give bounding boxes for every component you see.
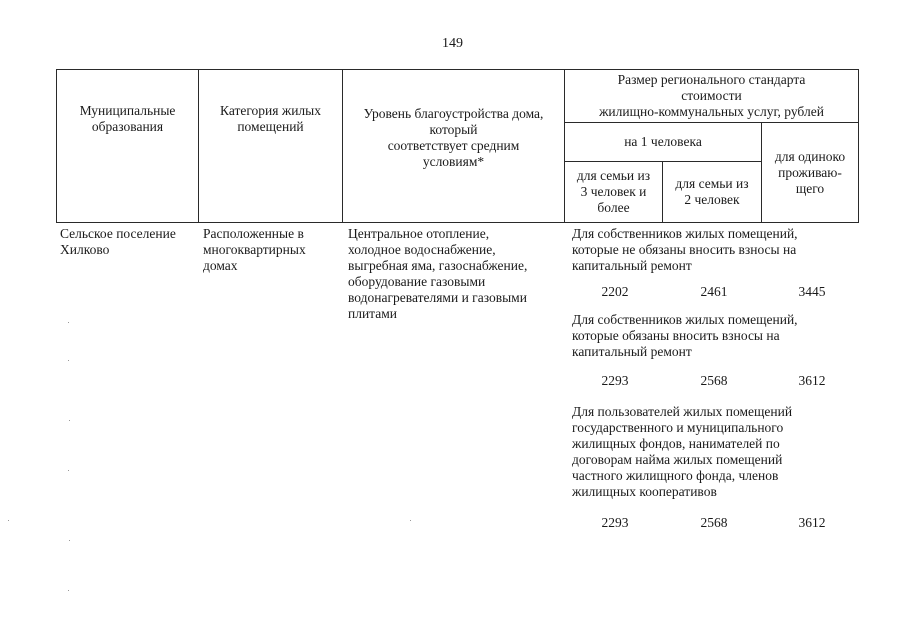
scan-speck bbox=[69, 420, 70, 421]
header-category: Категория жилых помещений bbox=[220, 103, 321, 134]
row-comfort-level: Центральное отопление, холодное водоснабжение, выгребная яма, газоснабжение, оборудование газовыми водонагревателями и газовыми плитами bbox=[348, 226, 528, 321]
page-number: 149 bbox=[442, 36, 463, 51]
value-family-3: 2202 bbox=[601, 284, 629, 299]
header-family-2: для семьи из 2 человек bbox=[675, 176, 749, 207]
header-comfort-level: Уровень благоустройства дома, который соответствует средним условиям* bbox=[363, 106, 544, 169]
scan-speck bbox=[410, 520, 411, 521]
row-municipality: Сельское поселение Хилково bbox=[60, 226, 176, 257]
value-single: 3612 bbox=[798, 515, 826, 530]
header-regional-standard: Размер регионального стандарта стоимости жилищно-коммунальных услуг, рублей bbox=[599, 72, 824, 119]
value-single: 3445 bbox=[798, 284, 826, 299]
value-family-3: 2293 bbox=[601, 515, 629, 530]
scan-speck bbox=[69, 540, 70, 541]
header-single: для одиноко проживаю- щего bbox=[774, 148, 846, 196]
row-category: Расположенные в многоквартирных домах bbox=[203, 226, 306, 273]
group-label: Для пользователей жилых помещений государственного и муниципального жилищных фондов, нанимателей по договорам найма жилых помещений частного жилищного фонда, членов жилищных кооперативов bbox=[572, 404, 793, 499]
value-family-3: 2293 bbox=[601, 373, 629, 388]
value-family-2: 2568 bbox=[700, 373, 728, 388]
value-family-2: 2568 bbox=[700, 515, 728, 530]
value-family-2: 2461 bbox=[700, 284, 728, 299]
header-per-person: на 1 человека bbox=[624, 134, 702, 149]
group-label: Для собственников жилых помещений, которые не обязаны вносить взносы на капитальный ремонт bbox=[572, 226, 798, 273]
value-single: 3612 bbox=[798, 373, 826, 388]
scan-speck bbox=[68, 322, 69, 323]
header-municipality: Муниципальные образования bbox=[79, 103, 176, 134]
table-border-right bbox=[858, 69, 859, 223]
header-family-3: для семьи из 3 человек и более bbox=[576, 168, 651, 215]
scan-speck bbox=[68, 590, 69, 591]
table-border-bottom bbox=[56, 222, 859, 223]
scan-speck bbox=[68, 360, 69, 361]
scan-speck bbox=[68, 470, 69, 471]
scan-speck bbox=[8, 520, 9, 521]
group-label: Для собственников жилых помещений, которые обязаны вносить взносы на капитальный ремонт bbox=[572, 312, 798, 359]
